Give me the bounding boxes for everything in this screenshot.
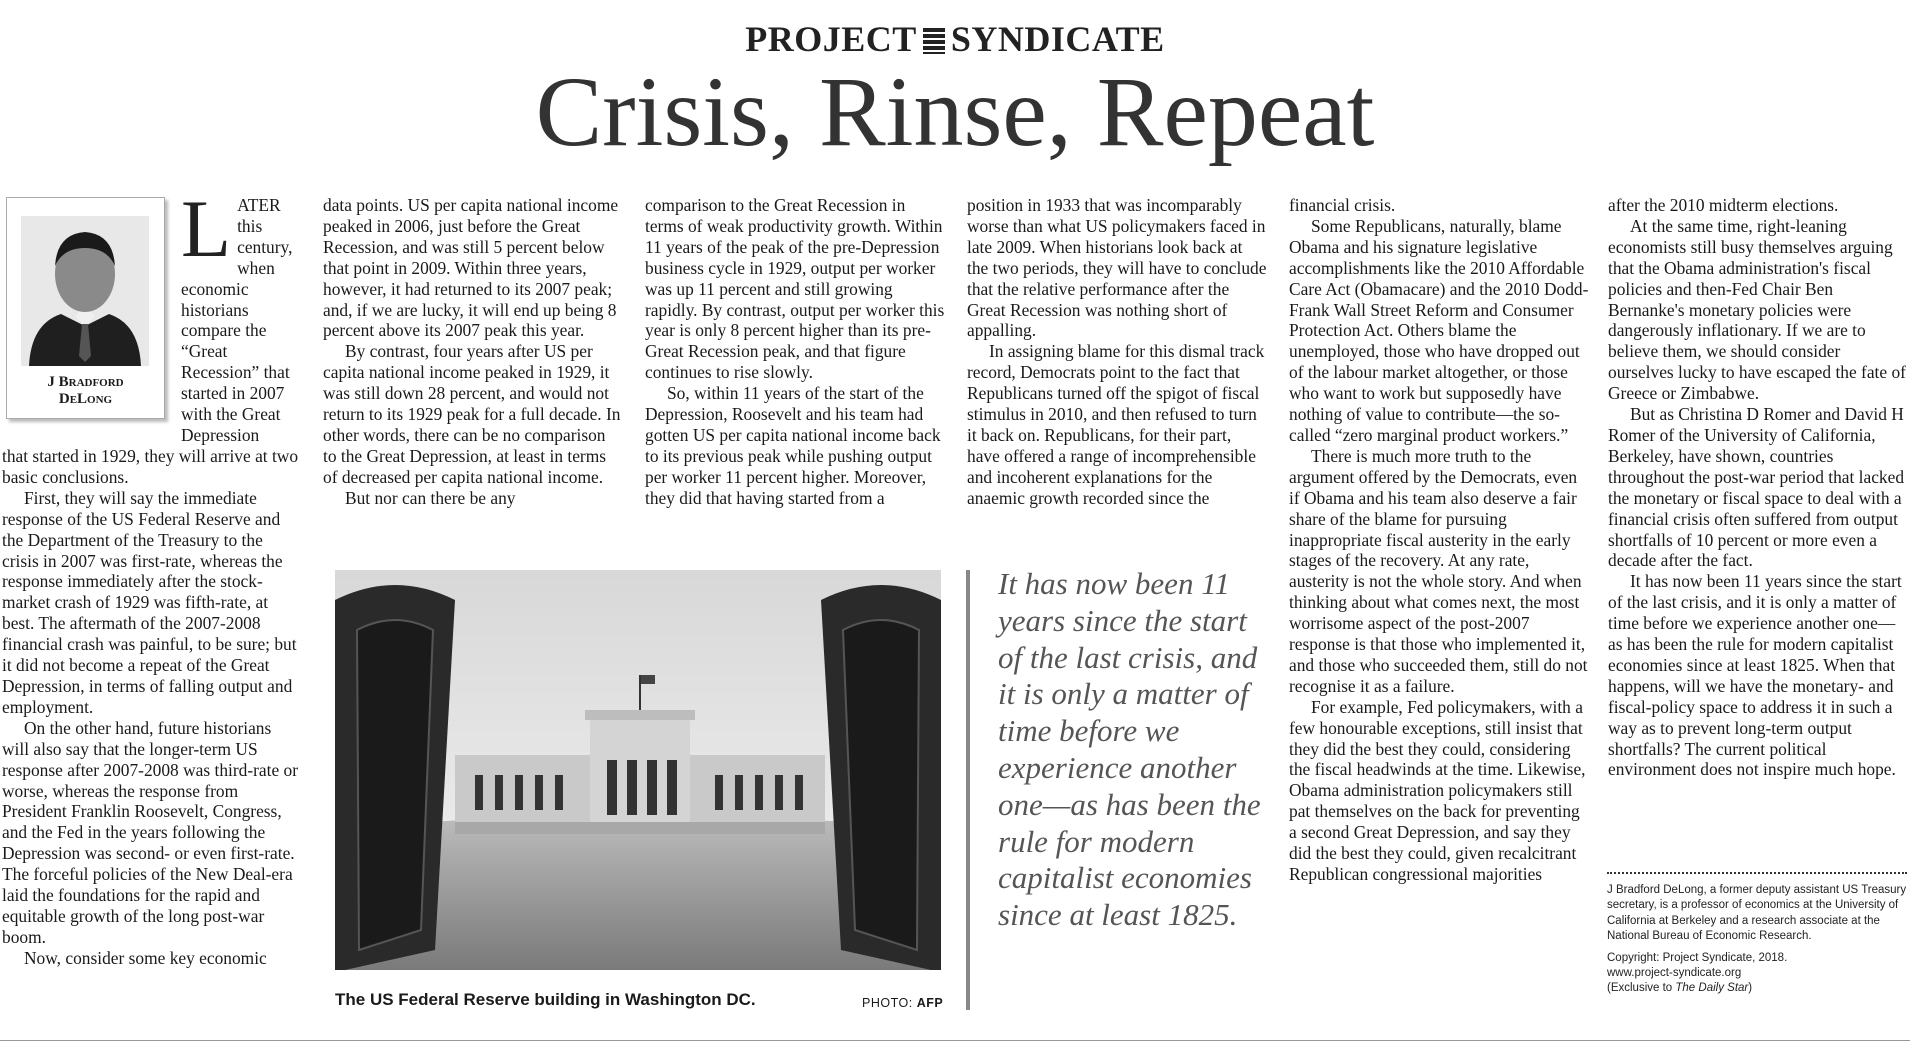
article-paragraph: position in 1933 that was incomparably worse than what US policymakers faced in late 2009. When historians look back at the two periods, they will have to conclude that the relative performance after the Great Recession was nothing short of appalling. [967, 195, 1267, 341]
article-intro-text: ATER this century, when economic historians compare the “Great Recession” that started in 2007 with the Great Depression [181, 195, 293, 445]
bio-text: J Bradford DeLong, a former deputy assistant US Treasury secretary, is a professor of economics at the University of California at Berkeley and a research associate at the National Bureau of Economic Research. [1607, 884, 1907, 943]
bio-exclusive [1607, 981, 1907, 996]
article-paragraph [181, 183, 299, 446]
masthead [0, 18, 1910, 60]
federal-reserve-photo [335, 570, 941, 970]
article-paragraph: that started in 1929, they will arrive at two basic conclusions. [2, 446, 299, 487]
article-paragraph: But nor can there be any [345, 487, 516, 508]
bio-exclusive-paper: The Daily Star [1675, 982, 1749, 995]
photo-credit-source: AFP [916, 996, 944, 1010]
article-paragraph: On the other hand, future historians will also say that the longer-term US response after 2007-2008 was third-rate or worse, whereas the response from President Franklin Roosevelt, Congress, and the Fed in the years following the Depression was second- or even first-rate. The forceful policies of the New Deal-era laid the foundations for the rapid and equitable growth of the long post-war boom. [2, 717, 299, 947]
article-paragraph: In assigning blame for this dismal track record, Democrats point to the fact that Republicans turned off the spigot of fiscal stimulus in 2010, and then refused to turn it back on. Republicans, for their part, have offered a range of incomprehensible and incoherent explanations for the anaemic growth recorded since the [967, 341, 1265, 508]
article-column-5 [1289, 195, 1589, 885]
article-paragraph: after the 2010 midterm elections. [1608, 195, 1839, 215]
article-column-1b [2, 446, 302, 969]
bio-website: www.project-syndicate.org [1607, 967, 1742, 980]
author-box [6, 197, 165, 419]
article-paragraph: Some Republicans, naturally, blame Obama and his signature legislative accomplishments like the 2010 Affordable Care Act (Obamacare) and the 2010 Dodd-Frank Wall Street Reform and Consumer Protection Act. Others blame the unemployed, those who have dropped out of the labour market altogether, or those who want to work but supposedly have nothing of value to contribute—the so-called “zero marginal product workers.” [1289, 215, 1589, 445]
article-paragraph: But as Christina D Romer and David H Romer of the University of California, Berkeley, have shown, countries throughout the post-war period that lacked the monetary or fiscal space to deal with a financial crisis often suffered from output shortfalls of 10 percent or more even a decade after the fact. [1608, 404, 1905, 571]
author-name [7, 374, 164, 408]
article-paragraph: data points. US per capita national income peaked in 2006, just before the Great Recession, and was still 5 percent below that point in 2009. Within three years, however, it had returned to its 2007 peak; and, if we are lucky, it will end up being 8 percent above its 2007 peak this year. [323, 195, 619, 341]
article-paragraph: So, within 11 years of the start of the Depression, Roosevelt and his team had gotten US per capita national income back to its previous peak while pushing output per worker 11 percent higher. Moreover, they did that having started from a [645, 383, 941, 508]
bio-exclusive-suffix: ) [1748, 982, 1753, 995]
article-paragraph: First, they will say the immediate response of the US Federal Reserve and the Department of the Treasury to the crisis in 2007 was first-rate, whereas the response immediately after the stock-market crash of 1929 was fifth-rate, at best. The aftermath of the 2007-2008 financial crash was painful, to be sure; but it did not become a repeat of the Great Depression, in terms of falling output and employment. [2, 487, 297, 717]
pullquote: It has now been 11 years since the start of the last crisis, and it is only a matter of time before we experience another one—as has been the rule for modern capitalist economies since at least 1825. [998, 566, 1261, 933]
article-paragraph: At the same time, right-leaning economists still busy themselves arguing that the Obama administration's fiscal policies and then-Fed Chair Ben Bernanke's monetary policies were dangerously inflationary. If we are to believe them, we should consider ourselves lucky to have escaped the fate of Greece or Zimbabwe. [1608, 215, 1906, 404]
masthead-left: PROJECT [745, 19, 917, 59]
article-paragraph: For example, Fed policymakers, with a few honourable exceptions, still insist that they did the best they could, considering the fiscal headwinds at the time. Likewise, Obama administration policymakers still pat themselves on the back for preventing a second Great Depression, and say they did the best they could, given recalcitrant Republican congressional majorities [1289, 696, 1586, 884]
article-paragraph: Now, consider some key economic [24, 947, 267, 968]
bio-exclusive-prefix: (Exclusive to [1607, 982, 1676, 995]
article-column-6 [1608, 195, 1908, 780]
article-paragraph: financial crisis. [1289, 195, 1396, 215]
article-column-2 [323, 195, 623, 509]
article-paragraph: By contrast, four years after US per capita national income peaked in 1929, it was still down 28 percent, and would not return to its 1929 peak for a full decade. In other words, there can be no comparison to the Great Depression, at least in terms of decreased per capita national income. [323, 341, 621, 487]
author-name-line2: DeLong [58, 391, 113, 407]
logo-icon [923, 28, 945, 54]
photo-credit-label: PHOTO: [862, 996, 913, 1010]
article-paragraph: comparison to the Great Recession in terms of weak productivity growth. Within 11 years of the peak of the pre-Depression business cycle in 1929, output per worker was up 11 percent and still growing rapidly. By contrast, output per worker this year is only 8 percent higher than its pre-Great Recession peak, and that figure continues to rise slowly. [645, 195, 945, 383]
author-bio [1607, 883, 1907, 997]
author-photo [21, 216, 149, 366]
masthead-right: SYNDICATE [950, 19, 1165, 59]
bottom-rule [0, 1040, 1910, 1041]
dropcap: L [181, 183, 232, 274]
article-column-1a [181, 183, 299, 446]
article-paragraph: There is much more truth to the argument offered by the Democrats, even if Obama and his team also deserve a fair share of the blame for pursuing inappropriate fiscal austerity in the early stages of the recovery. At any rate, austerity is not the whole story. And when thinking about what comes next, the most worrisome aspect of the post-2007 response is that those who implemented it, and those who succeeded them, still do not recognise it as a failure. [1289, 445, 1588, 696]
headline: Crisis, Rinse, Repeat [535, 56, 1375, 167]
photo-credit [862, 996, 943, 1010]
bio-copyright: Copyright: Project Syndicate, 2018. [1607, 951, 1788, 964]
article-column-3 [645, 195, 945, 509]
photo-caption: The US Federal Reserve building in Washington DC. [335, 990, 756, 1009]
bio-divider [1607, 872, 1907, 874]
article-paragraph: It has now been 11 years since the start of the last crisis, and it is only a matter of time before we experience another one—as has been the rule for modern capitalist economies since at least 1825. When that happens, will we have the monetary- and fiscal-policy space to address it in such a way as to prevent long-term output shortfalls? The current political environment does not inspire much hope. [1608, 571, 1902, 780]
author-name-line1: J Bradford [47, 374, 124, 390]
pullquote-bar [966, 570, 970, 1010]
article-column-4 [967, 195, 1267, 509]
